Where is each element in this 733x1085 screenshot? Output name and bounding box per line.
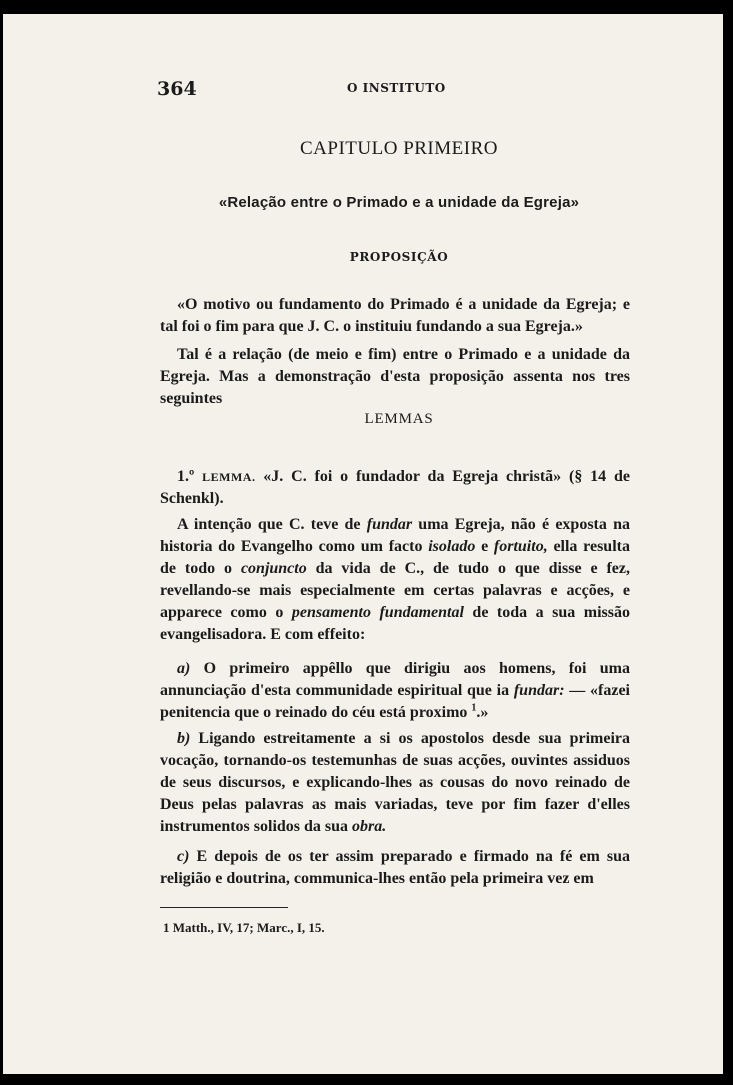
text-span: O primeiro appêllo que dirigiu aos homens, foi uma annunciação d'esta communidade espiritual que ia — [160, 660, 630, 699]
proposition-text — [160, 294, 630, 338]
page-number: 364 — [157, 78, 197, 100]
footnote-ref: 1 — [471, 702, 477, 714]
text-span: e — [475, 538, 494, 555]
chapter-subtitle: «Relação entre o Primado e a unidade da Egreja» — [218, 194, 580, 211]
item-a — [160, 658, 630, 724]
text-span: uma Egreja, não é exposta na historia do Evangelho como um facto — [160, 516, 630, 555]
running-header — [157, 78, 637, 100]
book-page — [3, 14, 723, 1074]
item-c — [160, 846, 630, 890]
footnote — [163, 920, 563, 936]
paragraph-relation-body: Tal é a relação (de meio e fim) entre o Primado e a unidade da Egreja. Mas a demonstração d'esta proposição assenta nos tres seguintes — [160, 346, 630, 407]
lemma-text: «J. C. foi o fundador da Egreja christã» (§ 14 de Schenkl). — [160, 468, 630, 507]
lemmas-heading: LEMMAS — [364, 411, 434, 427]
text-span: da vida de C., de tudo o que disse e fez, revellando-se mais especialmente em certas palavras e acções, e apparece como o — [160, 560, 630, 621]
text-span: E depois de os ter assim preparado e firmado na fé em sua religião e doutrina, communica-lhes então pela primeira vez em — [160, 848, 630, 887]
paragraph-relation — [160, 344, 630, 410]
italic-span: fundar: — [513, 682, 565, 699]
italic-span: fortuito, — [493, 538, 548, 555]
italic-span: obra. — [352, 818, 387, 835]
item-label: a) — [177, 660, 191, 677]
running-title: O INSTITUTO — [347, 81, 446, 95]
text-span: .» — [476, 704, 489, 721]
section-label: PROPOSIÇÃO — [349, 250, 449, 264]
proposition-body: «O motivo ou fundamento do Primado é a unidade da Egreja; e tal foi o fim para que J. C. o instituiu fundando a sua Egreja.» — [160, 296, 630, 335]
footnote-divider — [160, 907, 288, 908]
text-span: ella resulta de todo o — [160, 538, 630, 577]
text-span: de toda a sua missão evangelisadora. E com effeito: — [160, 604, 630, 643]
lemma-1 — [160, 466, 630, 510]
italic-span: fundar — [366, 516, 413, 533]
item-label: c) — [177, 848, 190, 865]
chapter-title: CAPITULO PRIMEIRO — [300, 138, 498, 159]
footnote-text: Matth., IV, 17; Marc., I, 15. — [172, 920, 325, 935]
text-span: — «fazei penitencia que o reinado do céu está proximo — [160, 682, 630, 721]
item-b — [160, 728, 630, 838]
lemma-number: 1.º — [177, 468, 195, 485]
item-label: b) — [177, 730, 191, 747]
paragraph-intention — [160, 514, 630, 646]
text-span: Ligando estreitamente a si os apostolos desde sua primeira vocação, tornando-os testemunhas de suas acções, ouvintes assiduos de seus discursos, e explicando-lhes as cousas do novo reinado de Deus pelas palavras as mais variadas, teve por fim fazer d'elles instrumentos solidos da sua — [160, 730, 630, 835]
italic-span: conjuncto — [240, 560, 307, 577]
footnote-number: 1 — [163, 920, 170, 935]
italic-span: isolado — [428, 538, 476, 555]
text-span: A intenção que C. teve de — [177, 516, 367, 533]
italic-span: pensamento fundamental — [291, 604, 464, 621]
lemma-label: LEMMA. — [202, 470, 256, 484]
